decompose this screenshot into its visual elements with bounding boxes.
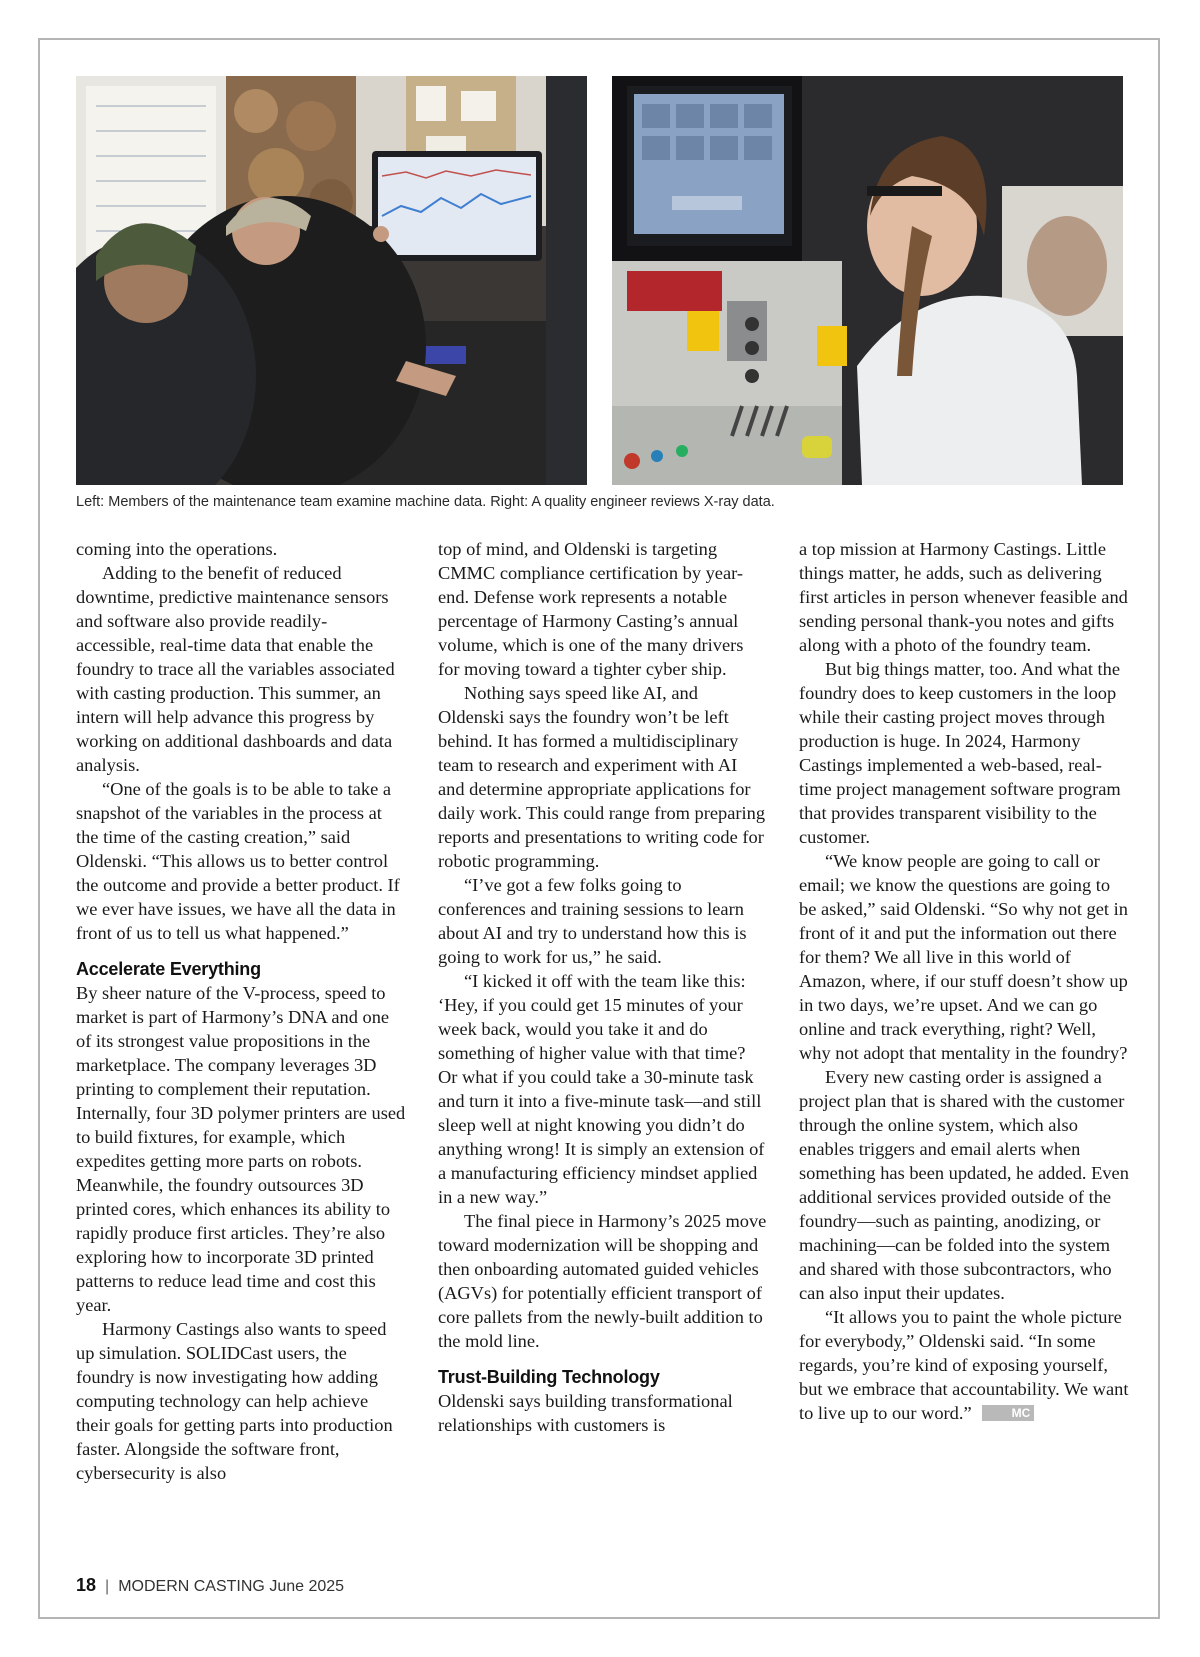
paragraph: a top mission at Harmony Castings. Little things matter, he adds, such as delivering first articles in person whenever feasible and sending personal thank-you notes and gifts along with a photo of the foundry team.	[799, 539, 1128, 655]
paragraph-text: “It allows you to paint the whole picture for everybody,” Oldenski said. “In some regards, you’re kind of exposing yourself, but we embrace that accountability. We want to live up to our word.”	[799, 1307, 1129, 1423]
paragraph: Adding to the benefit of reduced downtime, predictive maintenance sensors and software also provide readily-accessible, real-time data that enable the foundry to trace all the variables associated with casting production. This summer, an intern will help advance this progress by working on additional dashboards and data analysis.	[76, 563, 395, 775]
maintenance-team-photo	[76, 76, 587, 485]
paragraph: Every new casting order is assigned a project plan that is shared with the customer through the online system, which also enables triggers and email alerts when something has been updated, he added. Even additional services provided outside of the foundry—such as painting, anodizing, or machining—can be folded into the system and shared with those subcontractors, who can also input their updates.	[799, 1067, 1129, 1303]
end-mark-logo: MC	[982, 1405, 1035, 1421]
photo-caption: Left: Members of the maintenance team examine machine data. Right: A quality engineer reviews X-ray data.	[76, 494, 775, 510]
article-column-1	[76, 537, 406, 1485]
paragraph: “I’ve got a few folks going to conferences and training sessions to learn about AI and try to understand how this is going to work for us,” he said.	[438, 875, 747, 967]
paragraph: Harmony Castings also wants to speed up simulation. SOLIDCast users, the foundry is now investigating how adding computing technology can help achieve their goals for getting parts into production faster. Alongside the software front, cybersecurity is also	[76, 1319, 393, 1483]
paragraph: The final piece in Harmony’s 2025 move toward modernization will be shopping and then onboarding automated guided vehicles (AGVs) for potentially efficient transport of core pallets from the newly-built addition to the mold line.	[438, 1211, 767, 1351]
paragraph: “One of the goals is to be able to take a snapshot of the variables in the process at the time of the casting creation,” said Oldenski. “This allows us to better control the outcome and provide a better product. If we ever have issues, we have all the data in front of us to tell us what happened.”	[76, 779, 400, 943]
paragraph-final	[799, 1305, 1129, 1425]
quality-engineer-photo	[612, 76, 1123, 485]
page-footer	[76, 1575, 344, 1596]
publication-name: MODERN CASTING	[118, 1578, 265, 1595]
paragraph: “We know people are going to call or email; we know the questions are going to be asked,” said Oldenski. “So why not get in front of it and put the information out there for them? We all live in this world of Amazon, where, if our stuff doesn’t show up in two days, we’re upset. And we can go online and track everything, right? Well, why not adopt that mentality in the foundry?	[799, 851, 1128, 1063]
paragraph: top of mind, and Oldenski is targeting CMMC compliance certification by year-end. Defense work represents a notable percentage of Harmony Casting’s annual volume, which is one of the many drivers for moving toward a tighter cyber ship.	[438, 539, 744, 679]
issue-date: June 2025	[269, 1578, 345, 1595]
paragraph: But big things matter, too. And what the foundry does to keep customers in the loop while their casting project moves through production is huge. In 2024, Harmony Castings implemented a web-based, real-time project management software program that provides transparent visibility to the customer.	[799, 659, 1121, 847]
paragraph: By sheer nature of the V-process, speed to market is part of Harmony’s DNA and one of its strongest value propositions in the marketplace. The company leverages 3D printing to complement their reputation. Internally, four 3D polymer printers are used to build fixtures, for example, which expedites getting more parts on robots. Meanwhile, the foundry outsources 3D printed cores, which enhances its ability to rapidly produce first articles. They’re also exploring how to incorporate 3D printed patterns to reduce lead time and cost this year.	[76, 983, 406, 1315]
paragraph: Nothing says speed like AI, and Oldenski says the foundry won’t be left behind. It has formed a multidisciplinary team to research and experiment with AI and determine appropriate applications for daily work. This could range from preparing reports and presentations to writing code for robotic programming.	[438, 683, 766, 871]
footer-separator: |	[105, 1578, 110, 1595]
paragraph: Oldenski says building transformational relationships with customers is	[438, 1391, 733, 1435]
section-heading-accelerate-everything: Accelerate Everything	[76, 959, 261, 979]
section-heading-trust-building-technology: Trust-Building Technology	[438, 1367, 660, 1387]
article-column-2	[438, 537, 768, 1437]
paragraph: “I kicked it off with the team like this: ‘Hey, if you could get 15 minutes of your week back, would you take it and do something of higher value with that time? Or what if you could take a 30-minute task and turn it into a five-minute task—and still sleep well at night knowing you didn’t do anything wrong! It is simply an extension of a manufacturing efficiency mindset applied in a new way.”	[438, 971, 765, 1207]
article-column-3	[799, 537, 1129, 1425]
paragraph: coming into the operations.	[76, 539, 278, 559]
page-number: 18	[76, 1575, 97, 1595]
